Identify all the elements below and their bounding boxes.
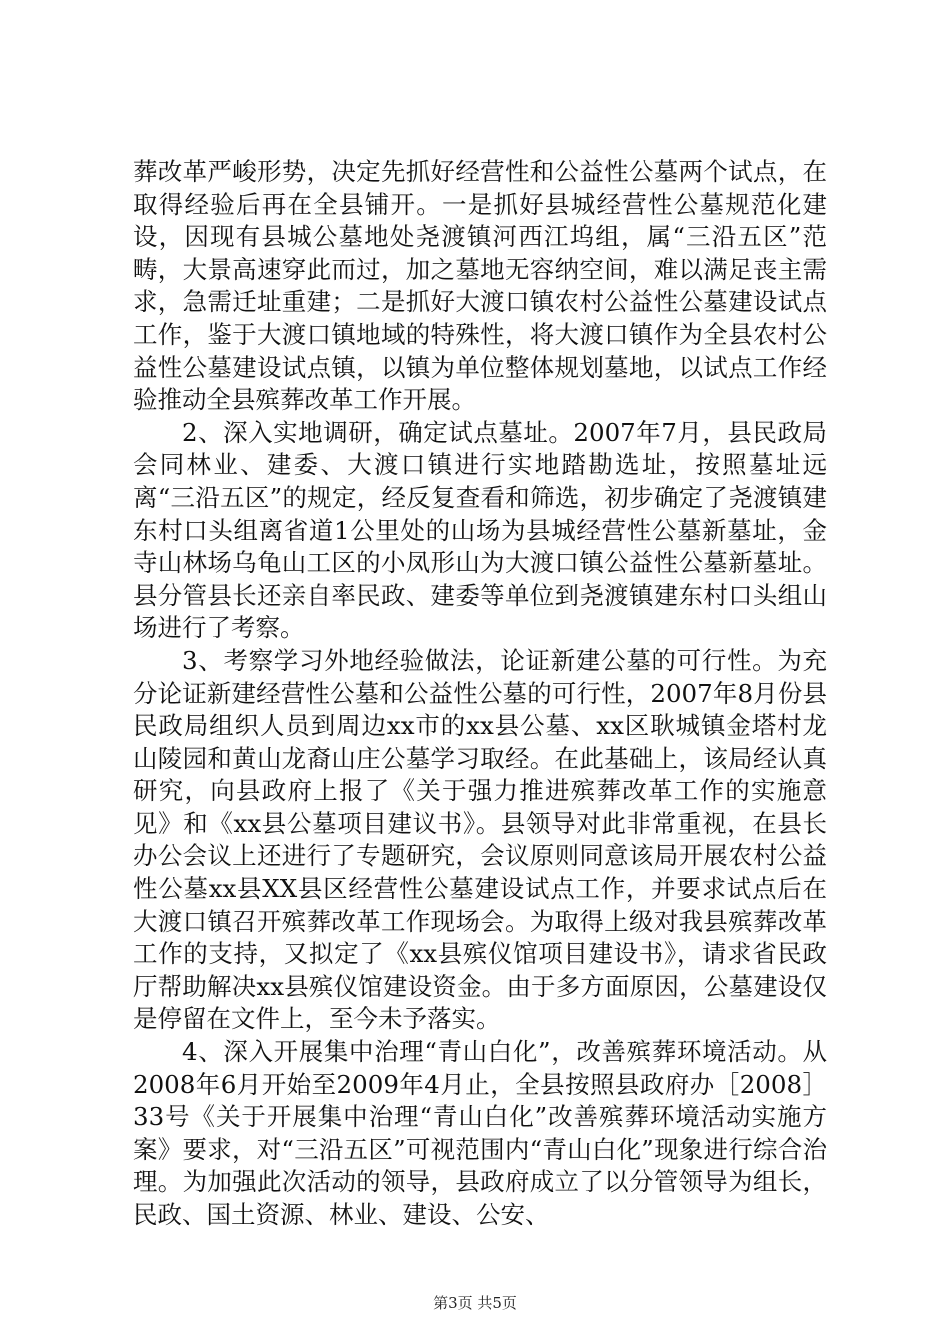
paragraph-2: 2、深入实地调研，确定试点墓址。2007年7月，县民政局会同林业、建委、大渡口镇进行实地踏勘选址，按照墓址远离“三沿五区”的规定，经反复查看和筛选，初步确定了尧渡镇建东村口头组离省道1公里处的山场为县城经营性公墓新墓址，金寺山林场乌龟山工区的小凤形山为大渡口镇公益性公墓新墓址。县分管县长还亲自率民政、建委等单位到尧渡镇建东村口头组山场进行了考察。 <box>133 417 827 643</box>
page-number-footer: 第3页 共5页 <box>433 1294 517 1312</box>
paragraph-3: 3、考察学习外地经验做法，论证新建公墓的可行性。为充分论证新建经营性公墓和公益性公墓的可行性，2007年8月份县民政局组织人员到周边xx市的xx县公墓、xx区耿城镇金塔村龙山陵园和黄山龙裔山庄公墓学习取经。在此基础上，该局经认真研究，向县政府上报了《关于强力推进殡葬改革工作的实施意见》和《xx县公墓项目建议书》。县领导对此非常重视，在县长办公会议上还进行了专题研究，会议原则同意该局开展农村公益性公墓xx县XX县区经营性公墓建设试点工作，并要求试点后在大渡口镇召开殡葬改革工作现场会。为取得上级对我县殡葬改革工作的支持，又拟定了《xx县殡仪馆项目建设书》，请求省民政厅帮助解决xx县殡仪馆建设资金。由于多方面原因，公墓建设仅是停留在文件上，至今未予落实。 <box>133 645 827 1034</box>
paragraph-continuation: 葬改革严峻形势，决定先抓好经营性和公益性公墓两个试点，在取得经验后再在全县铺开。一是抓好县城经营性公墓规范化建设，因现有县城公墓地处尧渡镇河西江坞组，属“三沿五区”范畴，大景高速穿此而过，加之墓地无容纳空间，难以满足丧主需求，急需迁址重建；二是抓好大渡口镇农村公益性公墓建设试点工作，鉴于大渡口镇地域的特殊性，将大渡口镇作为全县农村公益性公墓建设试点镇，以镇为单位整体规划墓地，以试点工作经验推动全县殡葬改革工作开展。 <box>133 157 827 415</box>
document-body <box>133 156 827 1232</box>
paragraph-4: 4、深入开展集中治理“青山白化”，改善殡葬环境活动。从2008年6月开始至2009年4月止，全县按照县政府办［2008］33号《关于开展集中治理“青山白化”改善殡葬环境活动实施方案》要求，对“三沿五区”可视范围内“青山白化”现象进行综合治理。为加强此次活动的领导，县政府成立了以分管领导为组长，民政、国土资源、林业、建设、公安、 <box>133 1037 827 1229</box>
